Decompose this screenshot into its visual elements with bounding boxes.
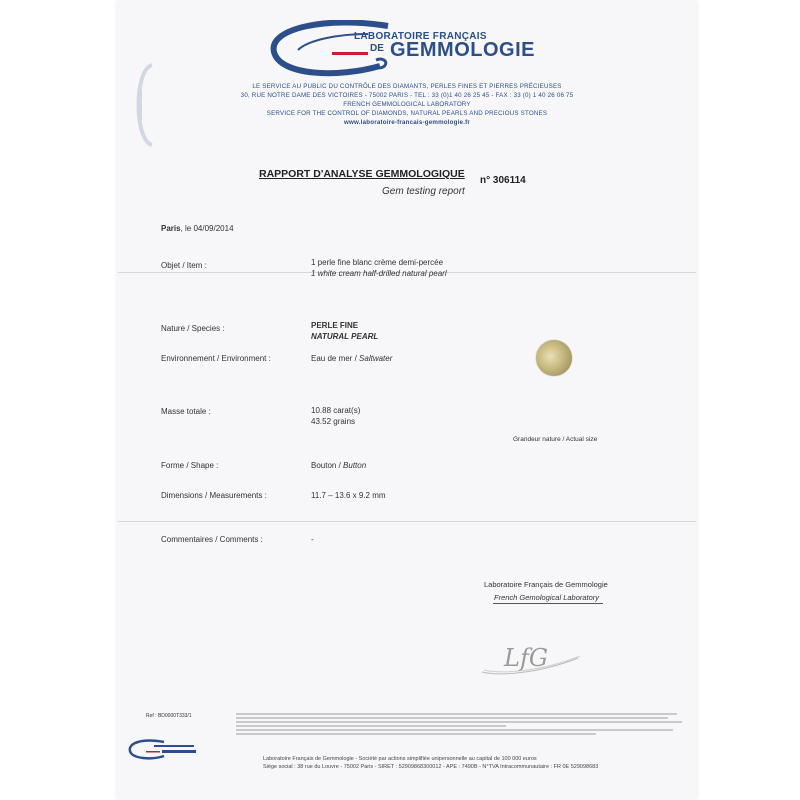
- report-subtitle: Gem testing report: [382, 186, 465, 197]
- fold-line: [118, 521, 696, 522]
- environment-value: [311, 354, 392, 363]
- objet-value-en: 1 white cream half-drilled natural pearl: [311, 269, 447, 278]
- shape-value-fr: Bouton /: [311, 461, 344, 470]
- comments-label: Commentaires / Comments :: [161, 535, 263, 544]
- environment-value-en: Saltwater: [359, 354, 393, 363]
- header-url[interactable]: www.laboratoire-francais-gemmologie.fr: [344, 119, 470, 126]
- header-line: 30, RUE NOTRE DAME DES VICTOIRES - 75002 PARIS - TEL : 33 (0)1 40 26 25 45 - FAX : 33 (0) 1 40 26 06 75: [240, 92, 574, 99]
- footer-company-info: [263, 755, 683, 771]
- shape-value-en: Button: [343, 461, 367, 470]
- signatory-name-fr: Laboratoire Français de Gemmologie: [484, 580, 608, 589]
- place-date-value: , le 04/09/2014: [180, 224, 234, 233]
- nature-value-fr: PERLE FINE: [311, 321, 359, 330]
- reference-code: Ref : BD0000T333/1: [146, 713, 192, 719]
- place-city: Paris: [161, 224, 181, 233]
- signature-underline: [493, 603, 603, 604]
- signatory-name-en: French Gemological Laboratory: [494, 593, 600, 602]
- logo-de: DE: [370, 43, 384, 54]
- nature-value-en: NATURAL PEARL: [311, 332, 379, 341]
- report-title: RAPPORT D'ANALYSE GEMMOLOGIQUE: [259, 168, 465, 180]
- report-number: n° 306114: [480, 175, 526, 186]
- objet-label: Objet / Item :: [161, 261, 207, 270]
- footer-logo-swoosh-icon: [128, 739, 198, 761]
- shape-value: [311, 461, 366, 470]
- signature-mark: LfG: [504, 644, 548, 672]
- logo-line2: GEMMOLOGIE: [390, 39, 535, 61]
- mass-label: Masse totale :: [161, 407, 211, 416]
- nature-label: Nature / Species :: [161, 324, 225, 333]
- place-date: [161, 224, 234, 233]
- dimensions-label: Dimensions / Measurements :: [161, 491, 267, 500]
- legal-fine-print: [236, 713, 686, 741]
- comments-value: -: [311, 535, 314, 544]
- footer-logo: [128, 739, 198, 761]
- header-line: FRENCH GEMMOLOGICAL LABORATORY: [343, 101, 471, 108]
- pearl-image: [536, 340, 572, 376]
- footer-line1: Laboratoire Français de Gemmologie - Société par actions simplifiée unipersonnelle au capital de 100 000 euros: [263, 756, 537, 762]
- header-line: LE SERVICE AU PUBLIC DU CONTRÔLE DES DIAMANTS, PERLES FINES ET PIERRES PRÉCIEUSES: [252, 83, 562, 90]
- shape-label: Forme / Shape :: [161, 461, 219, 470]
- logo-line1: LABORATOIRE FRANÇAIS: [354, 31, 487, 42]
- header-address-block: [118, 82, 696, 127]
- environment-label: Environnement / Environment :: [161, 354, 271, 363]
- header-line: SERVICE FOR THE CONTROL OF DIAMONDS, NATURAL PEARLS AND PRECIOUS STONES: [266, 110, 548, 117]
- actual-size-note: Grandeur nature / Actual size: [513, 436, 598, 443]
- header-logo: [268, 20, 538, 80]
- signature-stamp-icon: [478, 632, 588, 678]
- mass-carats: 10.88 carat(s): [311, 406, 361, 415]
- environment-value-fr: Eau de mer /: [311, 354, 360, 363]
- mass-grains: 43.52 grains: [311, 417, 356, 426]
- objet-value-fr: 1 perle fine blanc crème demi-percée: [311, 258, 444, 267]
- report-sheet: [118, 0, 696, 800]
- footer-line2: Siège social : 38 rue du Louvre - 75002 Paris - SIRET : 52909868300012 - APE : 7490B - N°TVA Intracommunautaire : FR 0E 529098683: [263, 764, 599, 770]
- dimensions-value: 11.7 – 13.6 x 9.2 mm: [311, 491, 386, 500]
